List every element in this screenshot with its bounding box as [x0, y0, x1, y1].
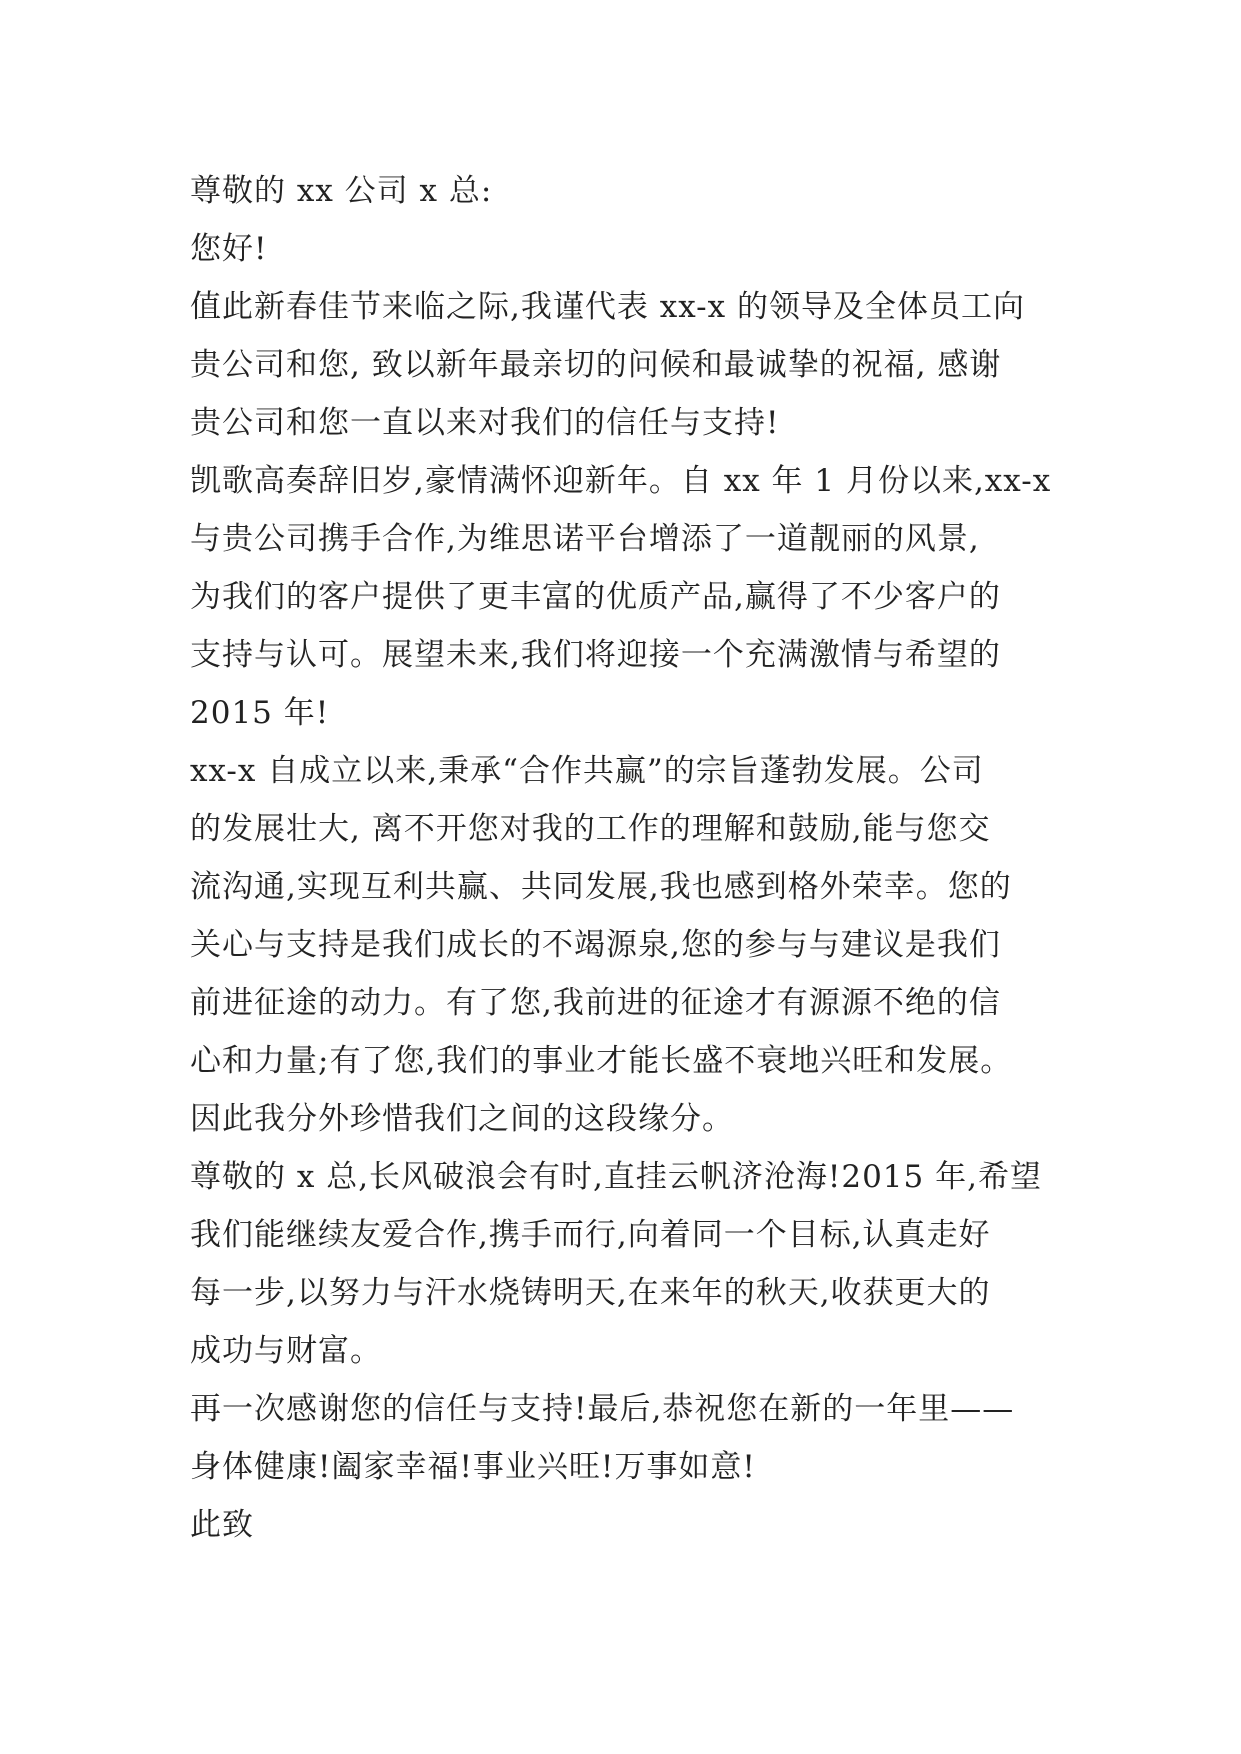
paragraph-line: 我们能继续友爱合作,携手而行,向着同一个目标,认真走好 [190, 1217, 991, 1253]
paragraph-line: 凯歌高奏辞旧岁,豪情满怀迎新年。自 xx 年 1 月份以来,xx-x [190, 463, 1052, 499]
closing: 此致 [190, 1507, 254, 1543]
paragraph-line: 身体健康!阖家幸福!事业兴旺!万事如意! [190, 1449, 756, 1485]
paragraph-line: 因此我分外珍惜我们之间的这段缘分。 [190, 1101, 734, 1137]
salutation: 尊敬的 xx 公司 x 总: [190, 173, 493, 209]
letter-body [190, 162, 1070, 1554]
greeting: 您好! [190, 231, 268, 267]
paragraph-line: 贵公司和您, 致以新年最亲切的问候和最诚挚的祝福, 感谢 [190, 347, 1002, 383]
paragraph-line: 支持与认可。展望未来,我们将迎接一个充满激情与希望的 [190, 637, 1001, 673]
paragraph-line: 尊敬的 x 总,长风破浪会有时,直挂云帆济沧海!2015 年,希望 [190, 1159, 1042, 1195]
paragraph-line: 贵公司和您一直以来对我们的信任与支持! [190, 405, 780, 441]
paragraph-line: 再一次感谢您的信任与支持!最后,恭祝您在新的一年里—— [190, 1391, 1015, 1427]
paragraph-line: 值此新春佳节来临之际,我谨代表 xx-x 的领导及全体员工向 [190, 289, 1025, 325]
paragraph-line: 心和力量;有了您,我们的事业才能长盛不衰地兴旺和发展。 [190, 1043, 1013, 1079]
paragraph-line: 关心与支持是我们成长的不竭源泉,您的参与与建议是我们 [190, 927, 1001, 963]
paragraph-line: 成功与财富。 [190, 1333, 382, 1369]
paragraph-line: 2015 年! [190, 695, 330, 731]
paragraph-line: 流沟通,实现互利共赢、共同发展,我也感到格外荣幸。您的 [190, 869, 1012, 905]
paragraph-line: 为我们的客户提供了更丰富的优质产品,赢得了不少客户的 [190, 579, 1001, 615]
paragraph-line: xx-x 自成立以来,秉承“合作共赢”的宗旨蓬勃发展。公司 [190, 753, 984, 789]
paragraph-line: 前进征途的动力。有了您,我前进的征途才有源源不绝的信 [190, 985, 1001, 1021]
paragraph-line: 与贵公司携手合作,为维思诺平台增添了一道靓丽的风景, [190, 521, 980, 557]
paragraph-line: 每一步,以努力与汗水烧铸明天,在来年的秋天,收获更大的 [190, 1275, 991, 1311]
paragraph-line: 的发展壮大, 离不开您对我的工作的理解和鼓励,能与您交 [190, 811, 991, 847]
